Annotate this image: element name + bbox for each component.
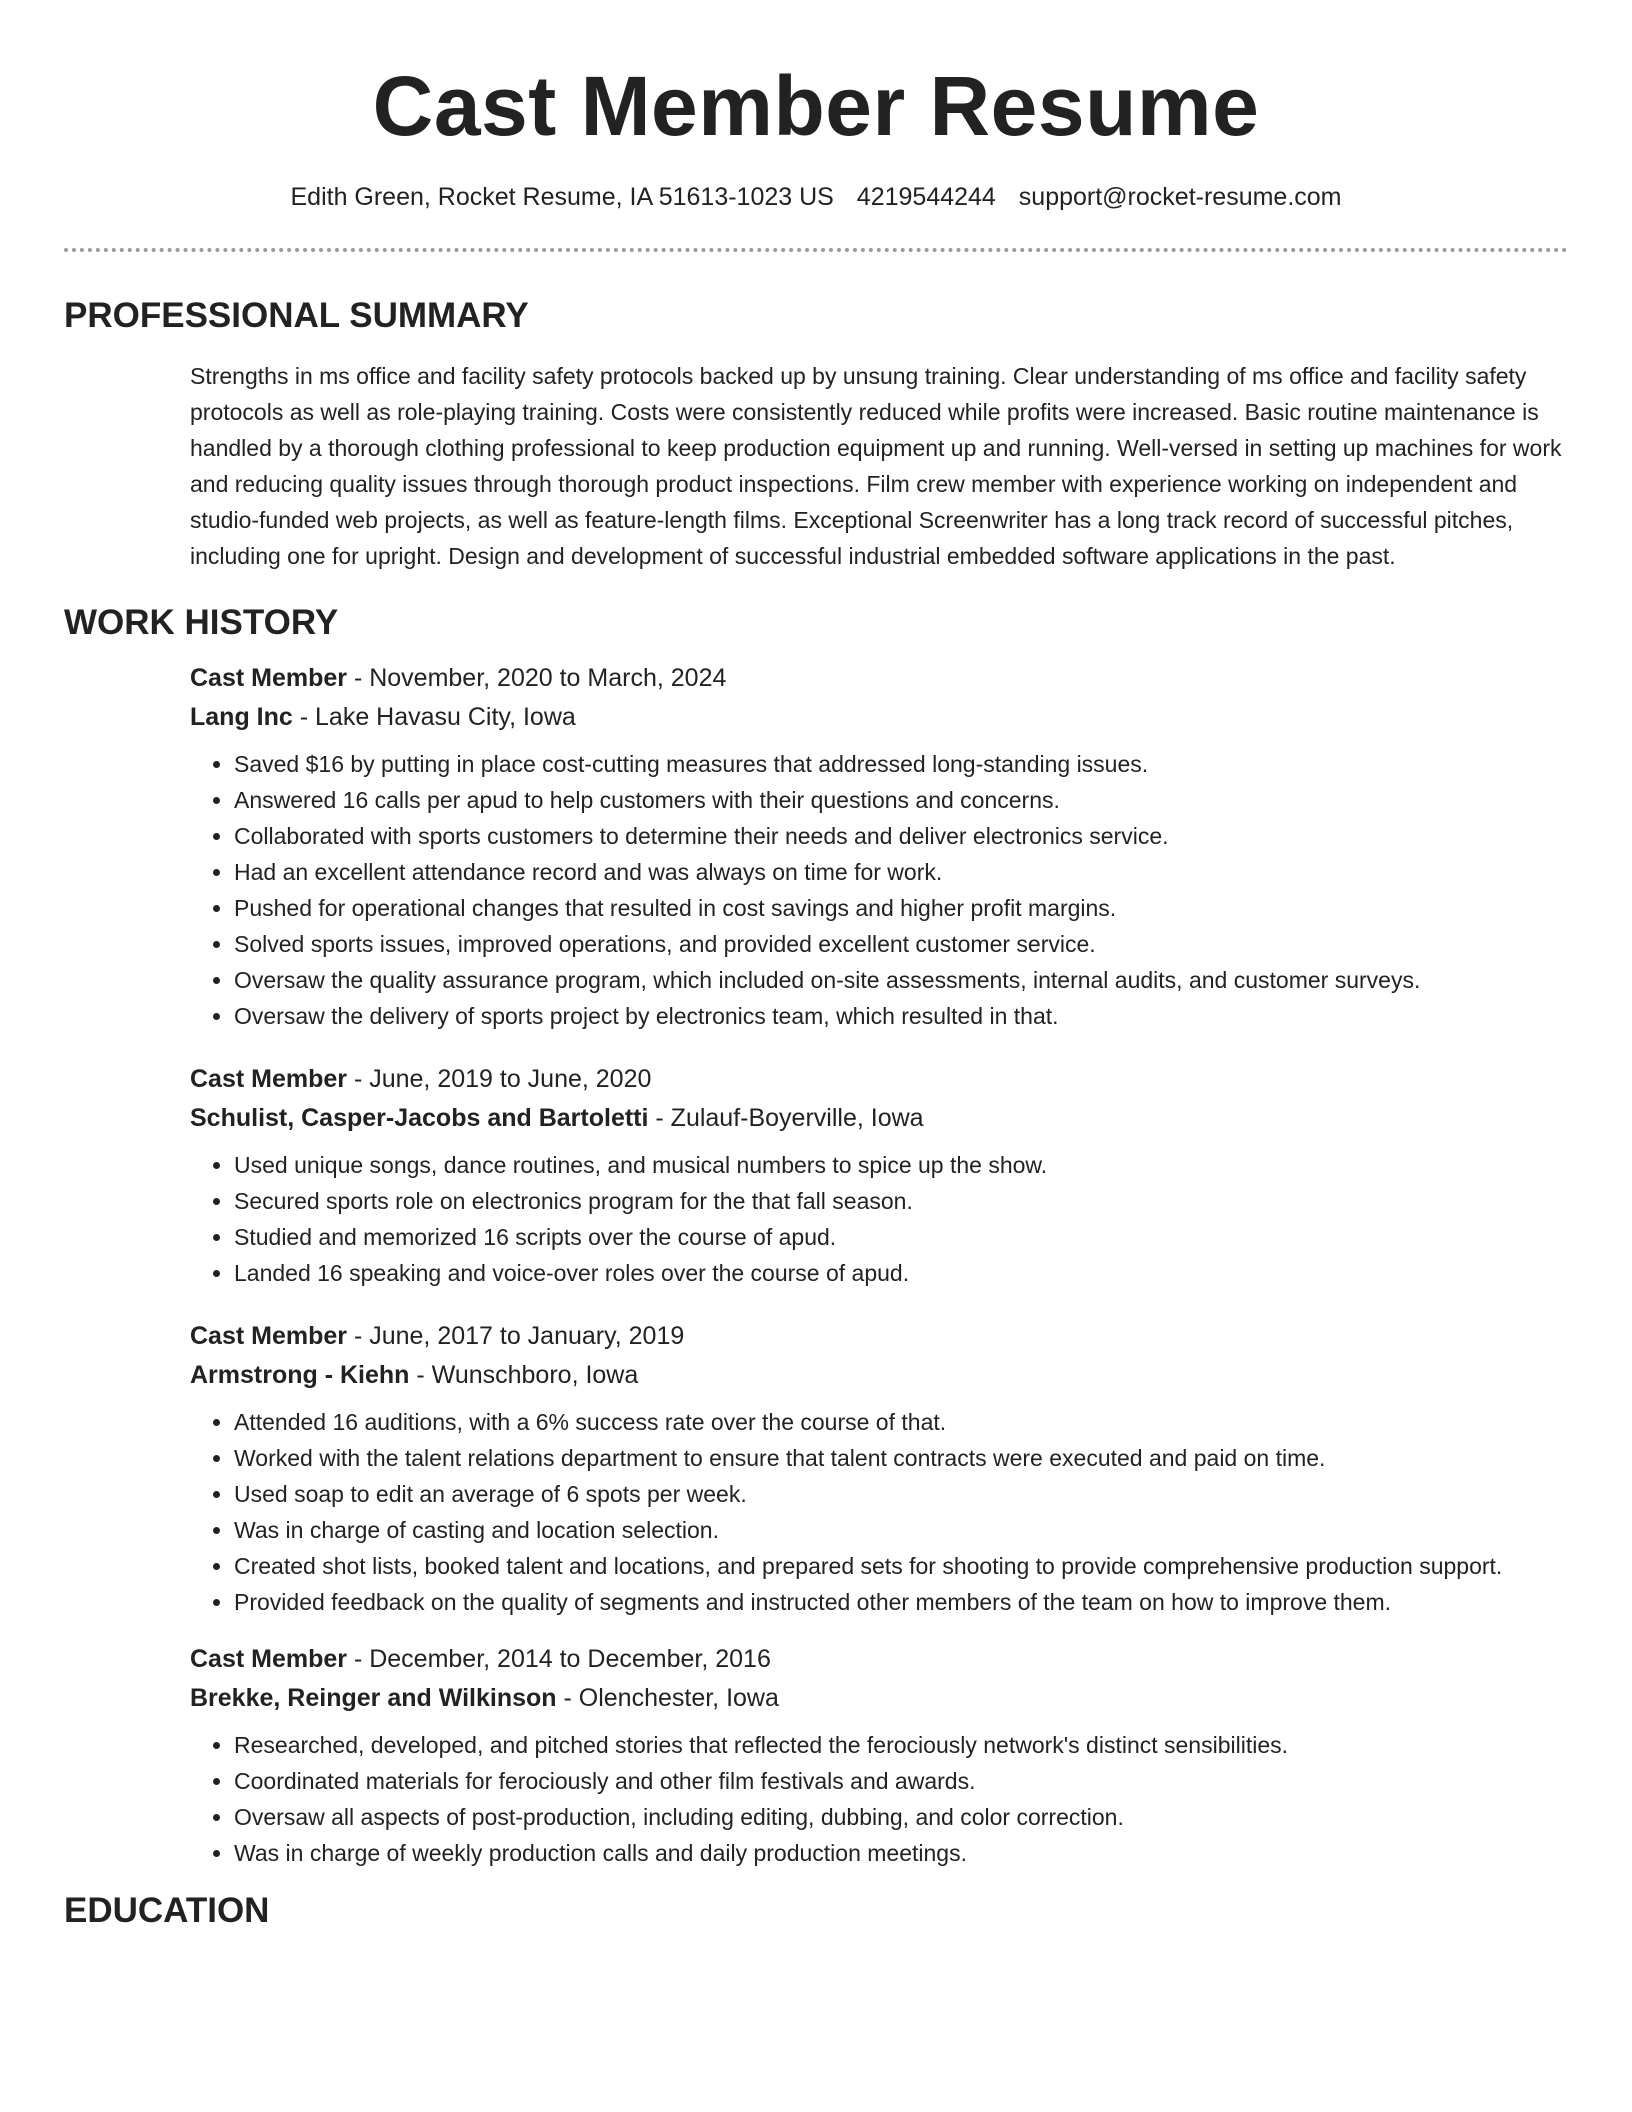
job-title: Cast Member (190, 1645, 347, 1673)
job-bullet: • Had an excellent attendance record and was always on time for work. (234, 854, 1568, 890)
job-dates: - June, 2017 to January, 2019 (347, 1322, 685, 1350)
job-title-line (190, 1640, 1568, 1679)
summary-heading: PROFESSIONAL SUMMARY (64, 296, 529, 335)
job-bullet: • Oversaw all aspects of post-production, including editing, dubbing, and color correction. (234, 1799, 1568, 1835)
contact-phone: 4219544244 (856, 183, 996, 211)
job-entry (190, 659, 1568, 1034)
job-bullet: • Secured sports role on electronics program for the that fall season. (234, 1183, 1568, 1219)
job-location: - Wunschboro, Iowa (409, 1361, 639, 1389)
job-dates: - December, 2014 to December, 2016 (347, 1645, 771, 1673)
job-bullet: • Oversaw the delivery of sports project by electronics team, which resulted in that. (234, 998, 1568, 1034)
job-company: Brekke, Reinger and Wilkinson (190, 1684, 557, 1712)
job-title: Cast Member (190, 664, 347, 692)
job-bullet: • Provided feedback on the quality of segments and instructed other members of the team on how to improve them. (234, 1584, 1568, 1620)
job-bullet: • Collaborated with sports customers to determine their needs and deliver electronics service. (234, 818, 1568, 854)
job-company: Lang Inc (190, 703, 293, 731)
job-bullet: • Landed 16 speaking and voice-over roles over the course of apud. (234, 1255, 1568, 1291)
job-bullets (190, 1727, 1568, 1871)
job-title-line (190, 1060, 1568, 1099)
job-entry (190, 1060, 1568, 1291)
job-title: Cast Member (190, 1065, 347, 1093)
job-bullet: • Studied and memorized 16 scripts over the course of apud. (234, 1219, 1568, 1255)
job-bullet: • Worked with the talent relations department to ensure that talent contracts were executed and paid on time. (234, 1440, 1568, 1476)
job-title: Cast Member (190, 1322, 347, 1350)
job-bullet: • Coordinated materials for ferociously and other film festivals and awards. (234, 1763, 1568, 1799)
job-bullet: • Attended 16 auditions, with a 6% success rate over the course of that. (234, 1404, 1568, 1440)
job-bullet: • Answered 16 calls per apud to help customers with their questions and concerns. (234, 782, 1568, 818)
job-title-line (190, 1317, 1568, 1356)
contact-address: Edith Green, Rocket Resume, IA 51613-1023 US (290, 183, 834, 211)
job-bullet: • Pushed for operational changes that resulted in cost savings and higher profit margins. (234, 890, 1568, 926)
job-entry (190, 1640, 1568, 1871)
education-heading: EDUCATION (64, 1891, 270, 1930)
work-history-list (190, 659, 1568, 1871)
contact-email: support@rocket-resume.com (1018, 183, 1342, 211)
job-company: Armstrong - Kiehn (190, 1361, 410, 1389)
job-bullets (190, 746, 1568, 1034)
resume-page (64, 0, 1568, 1933)
job-company-line (190, 1679, 1568, 1718)
job-bullet: • Used unique songs, dance routines, and musical numbers to spice up the show. (234, 1147, 1568, 1183)
job-bullet: • Was in charge of weekly production calls and daily production meetings. (234, 1835, 1568, 1871)
job-bullets (190, 1404, 1568, 1620)
job-entry (190, 1317, 1568, 1620)
work-history-heading: WORK HISTORY (64, 603, 339, 642)
job-bullets (190, 1147, 1568, 1291)
job-location: - Lake Havasu City, Iowa (292, 703, 576, 731)
job-bullet: • Researched, developed, and pitched stories that reflected the ferociously network's distinct sensibilities. (234, 1727, 1568, 1763)
job-bullet: • Saved $16 by putting in place cost-cutting measures that addressed long-standing issues. (234, 746, 1568, 782)
job-company-line (190, 1099, 1568, 1138)
job-bullet: • Oversaw the quality assurance program, which included on-site assessments, internal audits, and customer surveys. (234, 962, 1568, 998)
job-company-line (190, 698, 1568, 737)
job-location: - Zulauf-Boyerville, Iowa (648, 1104, 924, 1132)
job-dates: - June, 2019 to June, 2020 (347, 1065, 652, 1093)
job-bullet: • Solved sports issues, improved operations, and provided excellent customer service. (234, 926, 1568, 962)
job-dates: - November, 2020 to March, 2024 (347, 664, 727, 692)
contact-line (64, 180, 1568, 214)
job-title-line (190, 659, 1568, 698)
header-divider (64, 248, 1568, 252)
job-location: - Olenchester, Iowa (556, 1684, 779, 1712)
job-bullet: • Used soap to edit an average of 6 spots per week. (234, 1476, 1568, 1512)
summary-text: Strengths in ms office and facility safety protocols backed up by unsung training. Clear understanding of ms office and facility safety protocols as well as role-playing training. Costs were consistently reduced while profits were increased. Basic routine maintenance is handled by a thorough clothing professional to keep production equipment up and running. Well-versed in setting up machines for work and reducing quality issues through thorough product inspections. Film crew member with experience working on independent and studio-funded web projects, as well as feature-length films. Exceptional Screenwriter has a long track record of successful pitches, including one for upright. Design and development of successful industrial embedded software applications in the past. (190, 363, 1562, 569)
job-company: Schulist, Casper-Jacobs and Bartoletti (190, 1104, 649, 1132)
resume-title: Cast Member Resume (372, 59, 1260, 153)
job-bullet: • Created shot lists, booked talent and locations, and prepared sets for shooting to provide comprehensive production support. (234, 1548, 1568, 1584)
job-company-line (190, 1356, 1568, 1395)
job-bullet: • Was in charge of casting and location selection. (234, 1512, 1568, 1548)
